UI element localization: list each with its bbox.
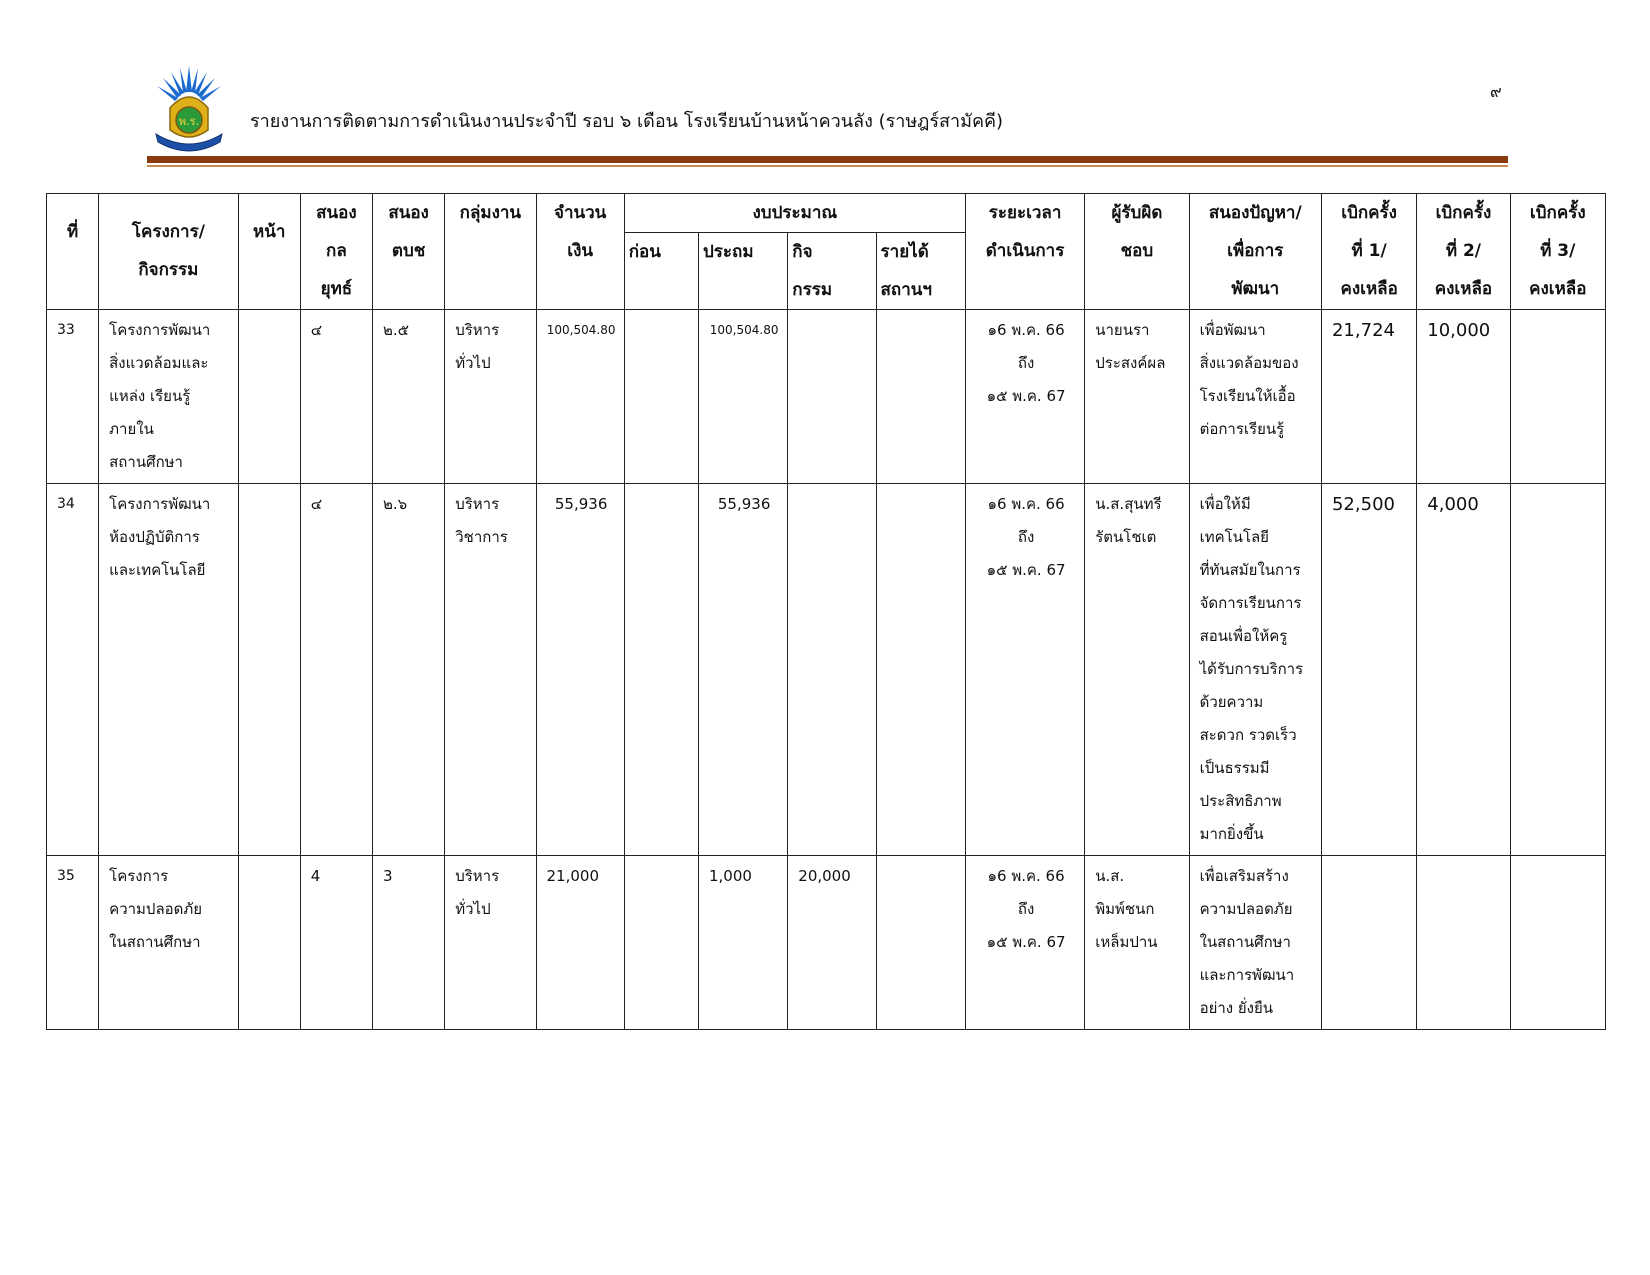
cell-draw-3	[1510, 310, 1605, 484]
header-budget-before: ก่อน	[624, 233, 698, 310]
logo-initials: พ.ร.	[178, 115, 200, 128]
header-budget-primary: ประถม	[699, 233, 788, 310]
cell-draw-3	[1510, 856, 1605, 1030]
header-indicator: สนอง ตบช	[373, 194, 445, 310]
cell-indicator: 3	[373, 856, 445, 1030]
cell-indicator: ๒.๖	[373, 484, 445, 856]
header-budget-income: รายได้ สถานฯ	[876, 233, 965, 310]
cell-amount: 55,936	[536, 484, 624, 856]
header-budget: งบประมาณ	[624, 194, 965, 233]
cell-budget-activity	[788, 484, 876, 856]
cell-responsible: น.ส.สุนทรี รัตนโชเต	[1085, 484, 1189, 856]
header-amount: จำนวน เงิน	[536, 194, 624, 310]
cell-budget-activity: 20,000	[788, 856, 876, 1030]
cell-no: 35	[47, 856, 99, 1030]
header-rule-thin	[147, 165, 1508, 167]
cell-amount: 100,504.80	[536, 310, 624, 484]
cell-project: โครงการพัฒนา สิ่งแวดล้อมและ แหล่ง เรียนรู้ ภายใน สถานศึกษา	[99, 310, 238, 484]
cell-budget-income	[876, 484, 965, 856]
cell-budget-primary: 100,504.80	[699, 310, 788, 484]
cell-budget-income	[876, 856, 965, 1030]
cell-budget-before	[624, 310, 698, 484]
cell-responsible: นายนรา ประสงค์ผล	[1085, 310, 1189, 484]
table-row	[47, 856, 1606, 1030]
cell-draw-2	[1417, 856, 1510, 1030]
header-purpose: สนองปัญหา/ เพื่อการ พัฒนา	[1189, 194, 1321, 310]
cell-budget-income	[876, 310, 965, 484]
cell-budget-activity	[788, 310, 876, 484]
header-period: ระยะเวลา ดำเนินการ	[965, 194, 1084, 310]
cell-period: ๑6 พ.ค. 66 ถึง ๑๕ พ.ค. 67	[965, 856, 1084, 1030]
cell-draw-2: 4,000	[1417, 484, 1510, 856]
header-strategy: สนอง กล ยุทธ์	[300, 194, 372, 310]
page-number: ๙	[1490, 82, 1502, 101]
table-row	[47, 484, 1606, 856]
cell-project: โครงการ ความปลอดภัย ในสถานศึกษา	[99, 856, 238, 1030]
header-budget-activity: กิจ กรรม	[788, 233, 876, 310]
cell-purpose: เพื่อพัฒนา สิ่งแวดล้อมของ โรงเรียนให้เอื้อ ต่อการเรียนรู้	[1189, 310, 1321, 484]
cell-draw-1	[1321, 856, 1416, 1030]
cell-page	[238, 856, 300, 1030]
header-rule-thick	[147, 156, 1508, 163]
cell-purpose: เพื่อเสริมสร้าง ความปลอดภัย ในสถานศึกษา และการพัฒนา อย่าง ยั่งยืน	[1189, 856, 1321, 1030]
cell-draw-1: 21,724	[1321, 310, 1416, 484]
header-project: โครงการ/ กิจกรรม	[99, 194, 238, 310]
cell-budget-before	[624, 856, 698, 1030]
cell-group: บริหาร ทั่วไป	[445, 856, 536, 1030]
cell-group: บริหาร ทั่วไป	[445, 310, 536, 484]
cell-strategy: ๔	[300, 484, 372, 856]
cell-no: 33	[47, 310, 99, 484]
school-logo-icon	[150, 64, 228, 152]
cell-budget-before	[624, 484, 698, 856]
header-row-1	[47, 194, 1606, 233]
cell-draw-1: 52,500	[1321, 484, 1416, 856]
cell-project: โครงการพัฒนา ห้องปฏิบัติการ และเทคโนโลยี	[99, 484, 238, 856]
cell-responsible: น.ส. พิมพ์ชนก เหล็มปาน	[1085, 856, 1189, 1030]
cell-page	[238, 484, 300, 856]
cell-group: บริหาร วิชาการ	[445, 484, 536, 856]
cell-indicator: ๒.๕	[373, 310, 445, 484]
header-group: กลุ่มงาน	[445, 194, 536, 310]
header-no: ที่	[47, 194, 99, 310]
cell-draw-3	[1510, 484, 1605, 856]
cell-no: 34	[47, 484, 99, 856]
report-title: รายงานการติดตามการดำเนินงานประจำปี รอบ ๖ เดือน โรงเรียนบ้านหน้าควนลัง (ราษฎร์สามัคคี)	[250, 111, 1004, 132]
header-draw-2: เบิกครั้ง ที่ 2/ คงเหลือ	[1417, 194, 1510, 310]
cell-page	[238, 310, 300, 484]
table-body	[47, 310, 1606, 1030]
header-page: หน้า	[238, 194, 300, 310]
cell-amount: 21,000	[536, 856, 624, 1030]
cell-strategy: ๔	[300, 310, 372, 484]
cell-budget-primary: 55,936	[699, 484, 788, 856]
cell-strategy: 4	[300, 856, 372, 1030]
header-draw-3: เบิกครั้ง ที่ 3/ คงเหลือ	[1510, 194, 1605, 310]
table-row	[47, 310, 1606, 484]
cell-period: ๑6 พ.ค. 66 ถึง ๑๕ พ.ค. 67	[965, 310, 1084, 484]
cell-budget-primary: 1,000	[699, 856, 788, 1030]
budget-table	[46, 193, 1606, 1030]
table-header	[47, 194, 1606, 310]
header-draw-1: เบิกครั้ง ที่ 1/ คงเหลือ	[1321, 194, 1416, 310]
cell-purpose: เพื่อให้มี เทคโนโลยี ที่ทันสมัยในการ จัดการเรียนการ สอนเพื่อให้ครู ได้รับการบริการ ด้วยความ สะดวก รวดเร็ว เป็นธรรมมี ประสิทธิภาพ มากยิ่งขึ้น	[1189, 484, 1321, 856]
cell-period: ๑6 พ.ค. 66 ถึง ๑๕ พ.ค. 67	[965, 484, 1084, 856]
cell-draw-2: 10,000	[1417, 310, 1510, 484]
header-responsible: ผู้รับผิด ชอบ	[1085, 194, 1189, 310]
